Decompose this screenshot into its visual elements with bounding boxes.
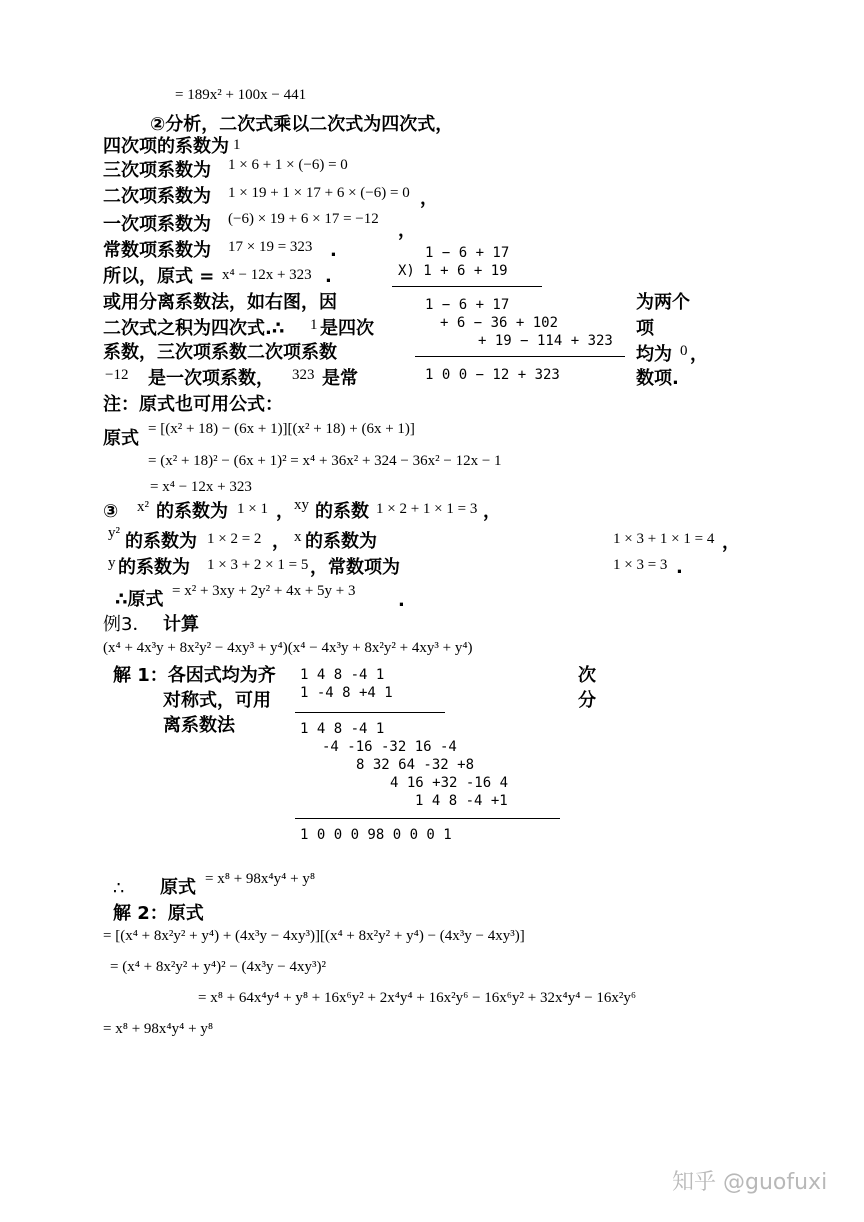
coef-label: 的系数为	[305, 531, 377, 552]
table-row: 8 32 64 -32 +8	[356, 757, 475, 773]
original-label: 原式	[103, 428, 139, 449]
watermark: 知乎 @guofuxi	[672, 1170, 828, 1195]
solution-2-line-3: = x⁸ + 64x⁴y⁴ + y⁸ + 16x⁶y² + 2x⁴y⁴ + 16x²y⁶ − 16x⁶y² + 32x⁴y⁴ − 16x²y⁶	[198, 990, 637, 1006]
coef-y-value: 1 × 3 + 2 × 1 = 5	[207, 557, 309, 573]
solution-1-text-3: 离系数法	[163, 715, 235, 736]
result-expression: x⁴ − 12x + 323	[222, 267, 312, 283]
separation-value-1: 1	[310, 317, 318, 333]
coef-xy-value: 1 × 2 + 1 × 1 = 3	[376, 501, 478, 517]
solution-2-heading: 解 2：原式	[113, 903, 204, 924]
table-divider	[295, 712, 445, 713]
formula-line-2: = (x² + 18)² − (6x + 1)² = x⁴ + 36x² + 324 − 36x² − 12x − 1	[148, 453, 502, 469]
table-row: -4 -16 -32 16 -4	[322, 739, 457, 755]
coef-label: 的系数	[315, 501, 369, 522]
separation-text-2b: 是四次	[320, 318, 374, 339]
period: .	[398, 590, 405, 611]
coef-x-value: 1 × 3 + 1 × 1 = 4	[613, 531, 715, 547]
separation-text-1: 或用分离系数法，如右图，因	[103, 292, 337, 313]
table-row: 1 0 0 0 98 0 0 0 1	[300, 827, 452, 843]
example-label: 例3．	[103, 614, 151, 635]
table-row: 1 4 8 -4 +1	[415, 793, 508, 809]
table-row: 1 4 8 -4 1	[300, 721, 385, 737]
quadratic-coef-label: 二次项系数为	[103, 186, 211, 207]
linear-coef-label: 一次项系数为	[103, 214, 211, 235]
solution-2-line-4: = x⁸ + 98x⁴y⁴ + y⁸	[103, 1021, 214, 1037]
table-row: 4 16 +32 -16 4	[390, 775, 509, 791]
quartic-coef-value: 1	[233, 137, 241, 153]
separation-text-4b: 是常	[322, 368, 358, 389]
example-expression: (x⁴ + 4x³y + 8x²y² − 4xy³ + y⁴)(x⁴ − 4x³y + 8x²y² + 4xy³ + y⁴)	[103, 640, 473, 656]
comma: ，	[276, 501, 294, 522]
result-label: 所以，原式 =	[103, 266, 215, 287]
separation-text-4a: 是一次项系数，	[148, 368, 274, 389]
original-label: 原式	[160, 877, 196, 898]
solution-1-side-2: 分	[578, 690, 596, 711]
cubic-coef-label: 三次项系数为	[103, 160, 211, 181]
separation-text-3: 系数，三次项系数二次项系数	[103, 342, 337, 363]
side-text-3b: ，	[690, 344, 708, 365]
table-row: 1 − 6 + 17	[425, 245, 510, 261]
side-value-0: 0	[680, 343, 688, 359]
note-heading: 注：原式也可用公式：	[103, 394, 283, 415]
linear-value: −12	[105, 367, 129, 383]
constant-value: 323	[292, 367, 315, 383]
therefore-symbol: ∴	[113, 878, 125, 899]
quartic-coef-label: 四次项的系数为	[103, 136, 229, 157]
coef-y2-value: 1 × 2 = 2	[207, 531, 262, 547]
side-text-3a: 均为	[636, 344, 672, 365]
result-line-1: = 189x² + 100x − 441	[175, 87, 307, 103]
side-text-1: 为两个	[636, 292, 690, 313]
term-y2: y²	[108, 525, 120, 541]
comma: ，	[272, 531, 290, 552]
table-row: 1 -4 8 +4 1	[300, 685, 393, 701]
result-label: ∴原式	[115, 589, 164, 610]
comma: ，	[483, 501, 501, 522]
solution-2-line-2: = (x⁴ + 8x²y² + y⁴)² − (4x³y − 4xy³)²	[110, 959, 326, 975]
comma: ，	[722, 532, 740, 553]
period: .	[325, 266, 332, 287]
table-divider	[295, 818, 560, 819]
table-row: 1 4 8 -4 1	[300, 667, 385, 683]
constant-label: ，常数项为	[310, 557, 400, 578]
coef-label: 的系数为	[125, 531, 197, 552]
table-row: 1 0 0 − 12 + 323	[425, 367, 560, 383]
coef-label: 的系数为	[118, 557, 190, 578]
constant-value: 1 × 3 = 3	[613, 557, 668, 573]
term-x: x	[294, 529, 302, 545]
solution-2-line-1: = [(x⁴ + 8x²y² + y⁴) + (4x³y − 4xy³)][(x⁴ + 8x²y² + y⁴) − (4x³y − 4xy³)]	[103, 928, 525, 944]
formula-line-3: = x⁴ − 12x + 323	[150, 479, 252, 495]
formula-line-1: = [(x² + 18) − (6x + 1)][(x² + 18) + (6x + 1)]	[148, 421, 415, 437]
linear-coef-value: (−6) × 19 + 6 × 17 = −12	[228, 211, 379, 227]
period: .	[330, 240, 337, 261]
table-row: + 6 − 36 + 102	[440, 315, 559, 331]
side-text-4: 数项.	[636, 368, 679, 389]
result-expression: = x⁸ + 98x⁴y⁴ + y⁸	[205, 871, 316, 887]
period: .	[676, 557, 683, 578]
result-expression: = x² + 3xy + 2y² + 4x + 5y + 3	[172, 583, 356, 599]
table-row: 1 − 6 + 17	[425, 297, 510, 313]
table-divider	[415, 356, 625, 357]
table-row: X) 1 + 6 + 19	[398, 263, 508, 279]
table-divider	[392, 286, 542, 287]
side-text-2: 项	[636, 318, 654, 339]
constant-coef-label: 常数项系数为	[103, 240, 211, 261]
solution-1-text-2: 对称式，可用	[163, 690, 271, 711]
comma: ，	[398, 220, 416, 241]
section-3-marker: ③	[103, 501, 119, 522]
comma: ，	[420, 188, 438, 209]
term-x2: x²	[137, 499, 149, 515]
quadratic-coef-value: 1 × 19 + 1 × 17 + 6 × (−6) = 0	[228, 185, 410, 201]
table-row: + 19 − 114 + 323	[478, 333, 613, 349]
analysis-heading: ②分析，二次式乘以二次式为四次式，	[150, 114, 454, 135]
example-title: 计算	[163, 614, 199, 635]
term-xy: xy	[294, 497, 309, 513]
separation-text-2a: 二次式之积为四次式.∴	[103, 318, 285, 339]
term-y: y	[108, 555, 116, 571]
cubic-coef-value: 1 × 6 + 1 × (−6) = 0	[228, 157, 348, 173]
coef-label: 的系数为	[156, 501, 228, 522]
coef-x2-value: 1 × 1	[237, 501, 268, 517]
solution-1-text-1: 解 1：各因式均为齐	[113, 665, 276, 686]
constant-coef-value: 17 × 19 = 323	[228, 239, 313, 255]
solution-1-side-1: 次	[578, 665, 596, 686]
